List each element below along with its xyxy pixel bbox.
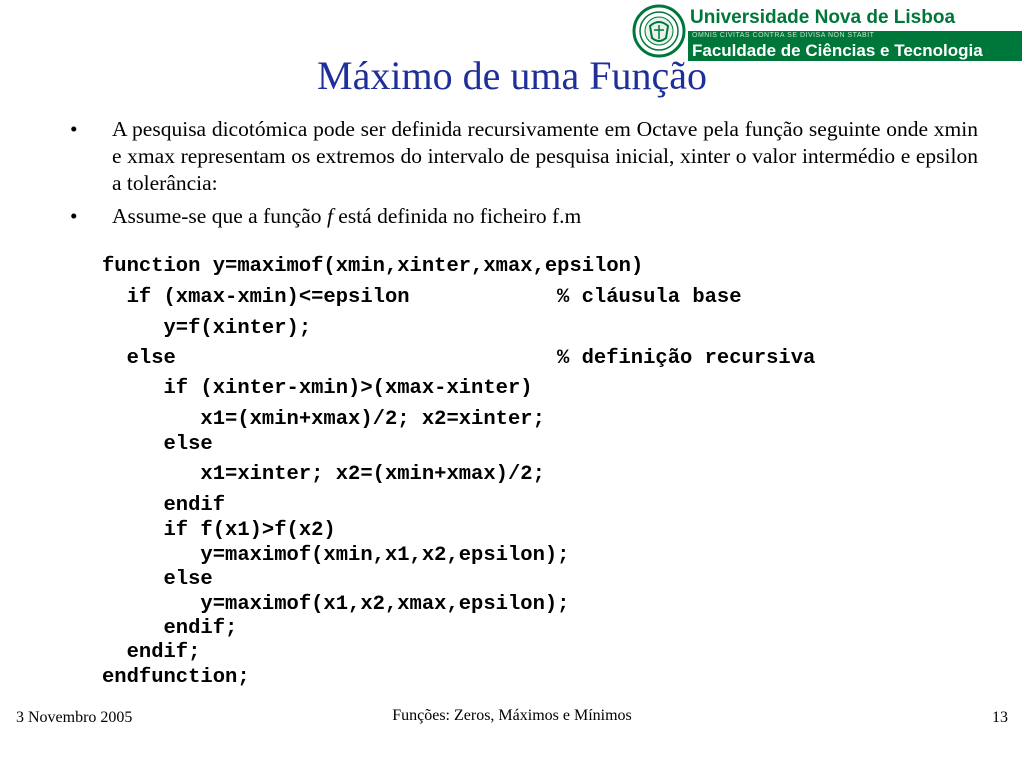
code-line: y=maximof(xmin,x1,x2,epsilon); <box>102 544 570 567</box>
slide-title: Máximo de uma Função <box>317 53 707 98</box>
code-line: else <box>102 347 176 370</box>
code-line: if (xmax-xmin)<=epsilon <box>102 286 410 309</box>
code-line: function y=maximof(xmin,xinter,xmax,epsilon) <box>102 255 644 278</box>
bullet-text-suffix: está definida no ficheiro f.m <box>332 204 582 228</box>
code-line: endif <box>102 494 226 517</box>
page-number: 13 <box>992 709 1008 726</box>
bullet-item <box>70 203 978 230</box>
faculty-name: Faculdade de Ciências e Tecnologia <box>688 40 1022 61</box>
code-line: endif; <box>102 617 238 640</box>
code-line: endif; <box>102 641 201 664</box>
footer-title: Funções: Zeros, Máximos e Mínimos <box>392 707 632 724</box>
footer-date: 3 Novembro 2005 <box>16 709 133 726</box>
code-comment: % definição recursiva <box>557 347 816 370</box>
code-line: endfunction; <box>102 666 250 689</box>
code-line: else <box>102 433 213 456</box>
university-seal-icon <box>632 4 686 58</box>
code-comment: % cláusula base <box>557 286 742 309</box>
code-line: if f(x1)>f(x2) <box>102 519 336 542</box>
code-line: y=maximof(x1,x2,xmax,epsilon); <box>102 593 570 616</box>
university-name: Universidade Nova de Lisboa <box>688 5 1020 31</box>
code-line: else <box>102 568 213 591</box>
university-motto: OMNIS CIVITAS CONTRA SE DIVISA NON STABIT <box>688 31 1022 40</box>
bullet-item <box>70 116 978 197</box>
bullet-marker: • <box>70 204 78 228</box>
bullet-text: A pesquisa dicotómica pode ser definida recursivamente em Octave pela função seguinte onde xmin e xmax representam os extremos do intervalo de pesquisa inicial, xinter o valor intermédio e epsilon a tolerância: <box>112 117 978 195</box>
bullet-text-italic: f <box>326 204 333 228</box>
code-line: x1=xinter; x2=(xmin+xmax)/2; <box>102 463 545 486</box>
code-line: y=f(xinter); <box>102 317 312 340</box>
bullet-text-prefix: Assume-se que a função <box>112 204 327 228</box>
bullet-list <box>70 116 978 236</box>
code-line: if (xinter-xmin)>(xmax-xinter) <box>102 377 533 400</box>
code-line: x1=(xmin+xmax)/2; x2=xinter; <box>102 408 545 431</box>
bullet-marker: • <box>70 117 78 141</box>
